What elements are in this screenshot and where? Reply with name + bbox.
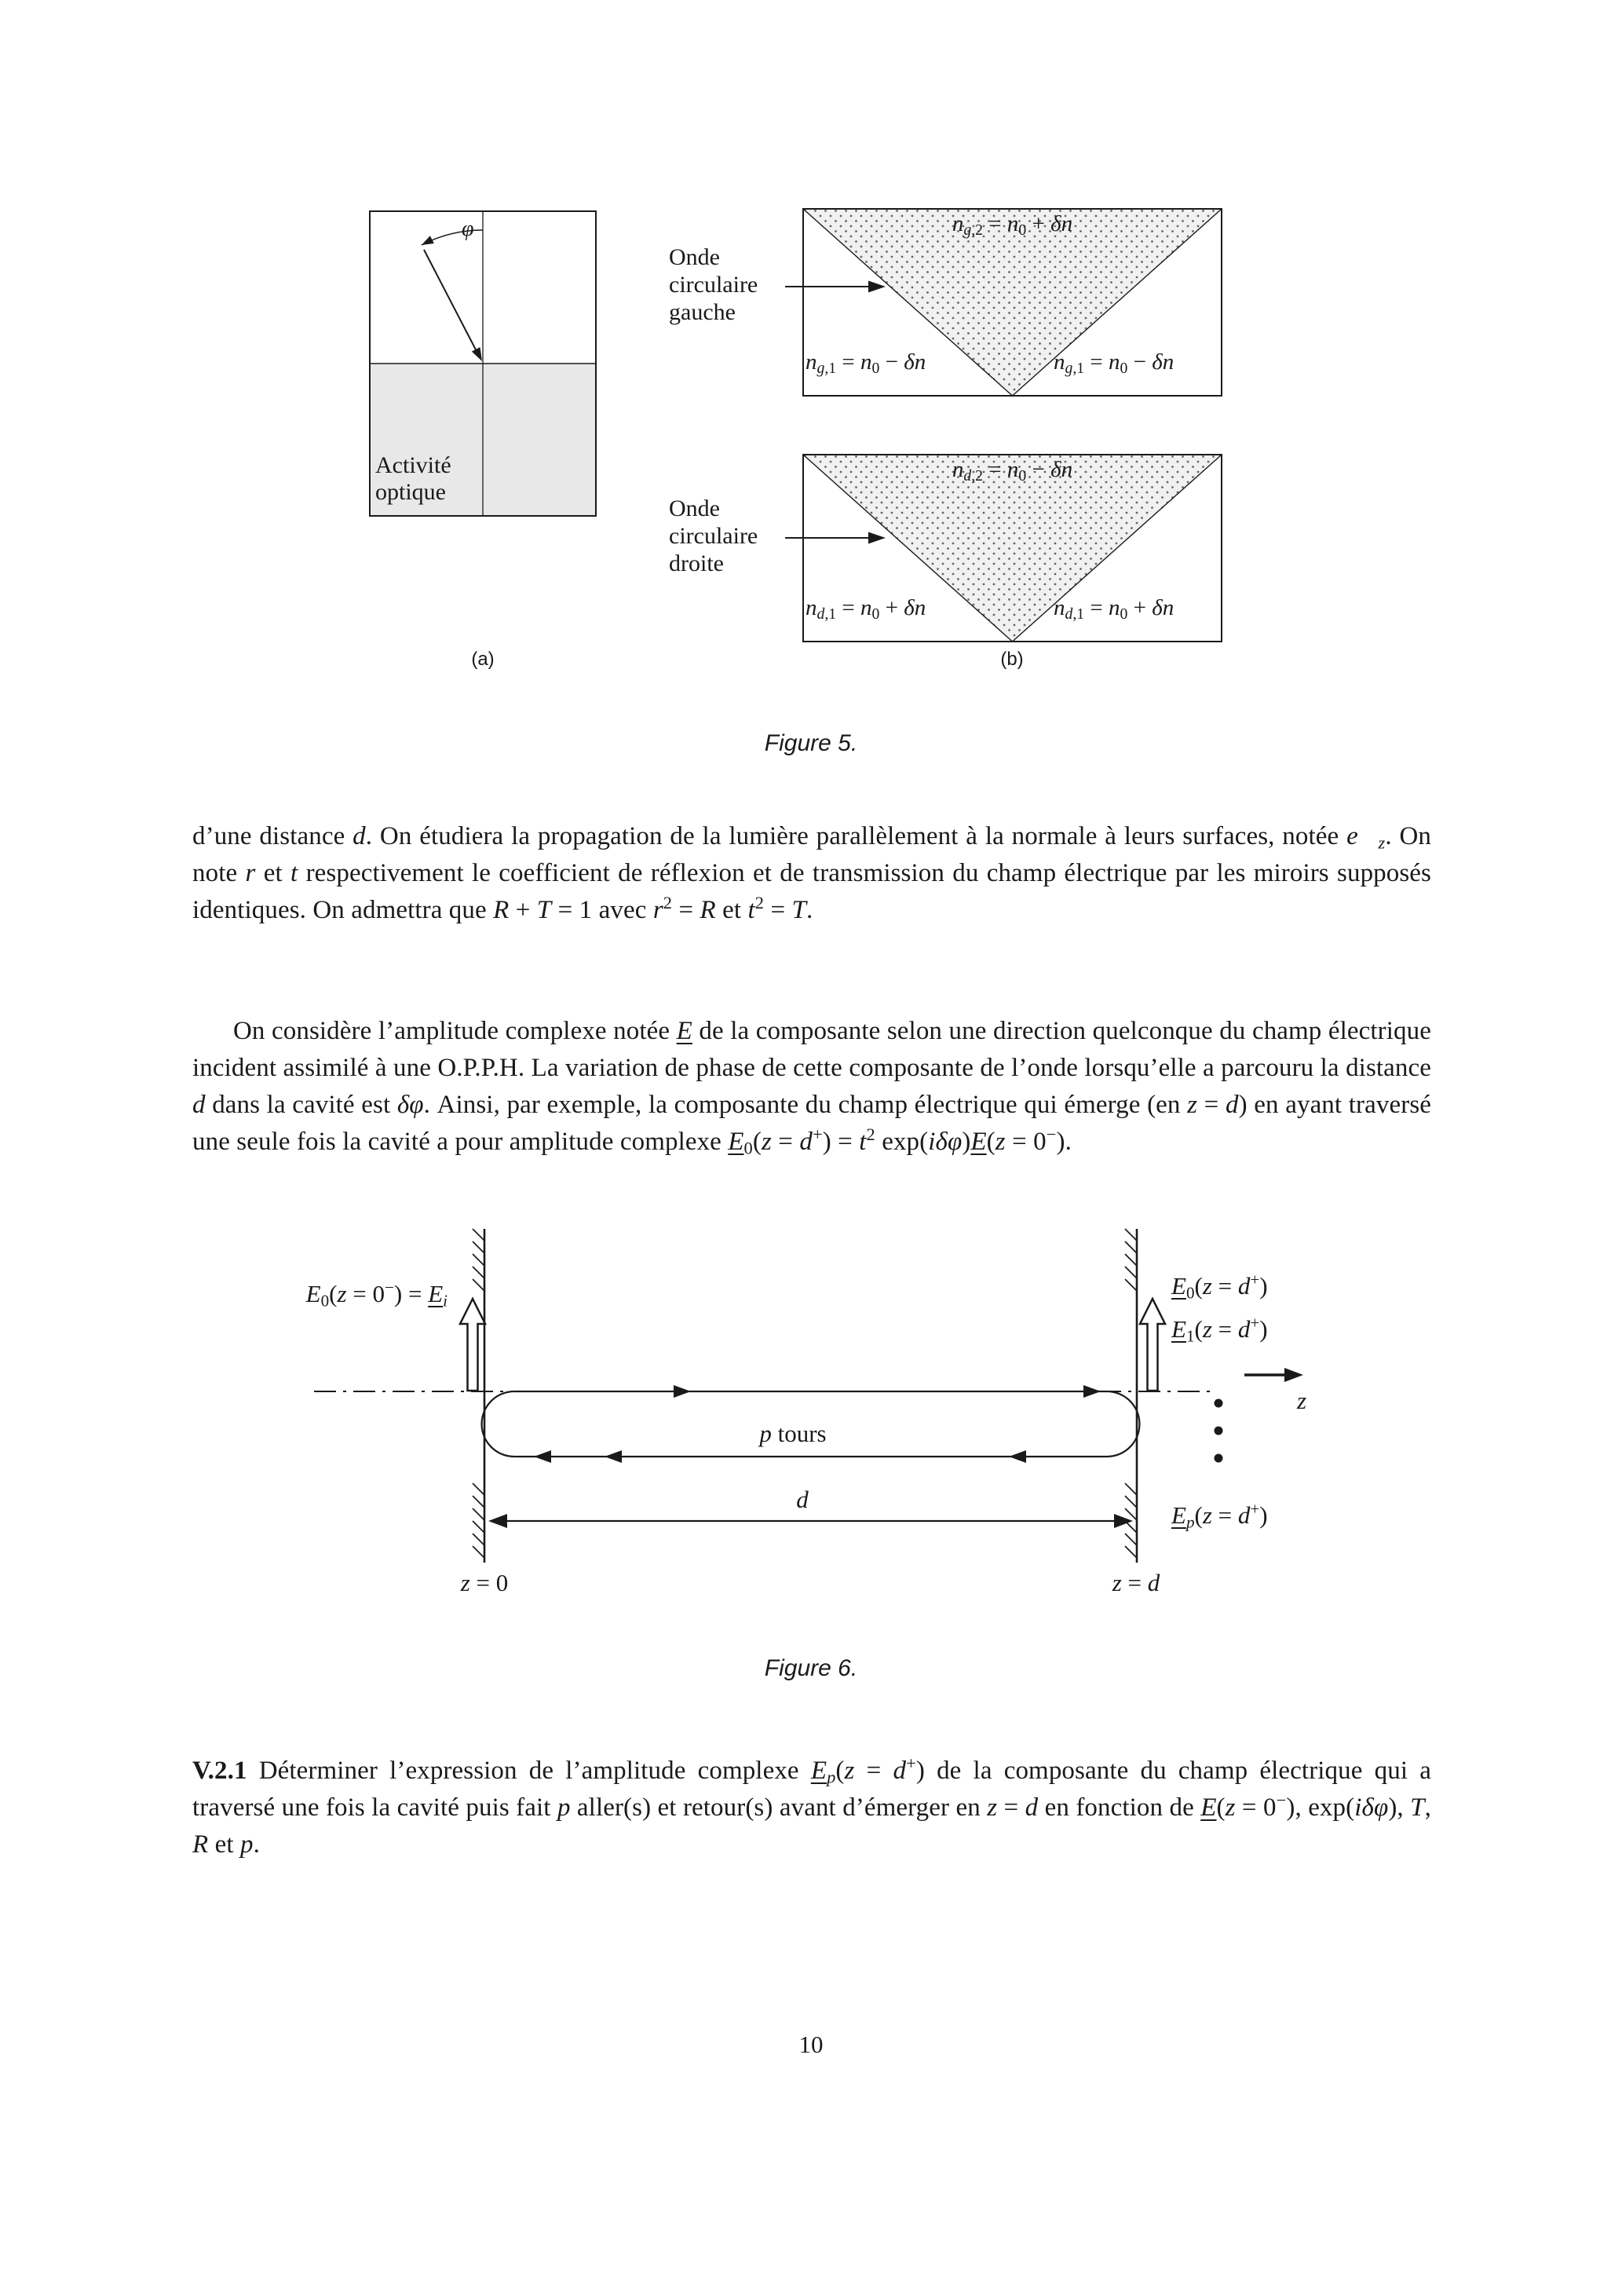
paragraph-mirrors: d’une distance d. On étudiera la propagation de la lumière parallèlement à la normale à leurs surfaces, notée $e⃗_z$. On note r et t respectivement le coefficient de réflexion et de transmission du champ électrique par les miroirs supposés identiques. On admettra que R + T = 1 avec $r^2 = R$ et $t^2 = T$. [192, 822, 1432, 924]
figure5-caption: Figure 5. [764, 730, 858, 756]
left-circular-wave-label: Onde circulaire gauche [669, 244, 758, 325]
right-circular-wave-label: Onde circulaire droite [669, 495, 758, 576]
polarization-ray-arrow [424, 250, 486, 364]
p-tours-label: p tours [759, 1420, 827, 1447]
left-mirror-hatching [473, 1229, 484, 1558]
cavity-length-dimension [488, 1514, 1133, 1528]
index-ng2-label: $n_{g,2} = n_0 + \delta n$ [952, 211, 1073, 239]
incident-field-arrow [460, 1299, 485, 1391]
phi-angle-label: φ [462, 217, 474, 241]
panel-b-label: (b) [1000, 649, 1024, 670]
index-nd1-left-label: $n_{d,1} = n_0 + \delta n$ [806, 595, 926, 623]
figure6-caption: Figure 6. [764, 1655, 858, 1681]
panel-a-label: (a) [471, 649, 495, 670]
index-nd1-right-label: $n_{d,1} = n_0 + \delta n$ [1054, 595, 1174, 623]
z-equals-0-label: z = 0 [460, 1569, 509, 1596]
z-axis-arrow [1244, 1368, 1303, 1382]
page-number: 10 [798, 2031, 824, 2058]
z-axis-label: z [1297, 1387, 1307, 1414]
figure5-panel-b-top-rect [802, 208, 1222, 397]
right-mirror-hatching [1125, 1229, 1137, 1558]
figure5-panel-b-bottom-rect [802, 454, 1222, 642]
index-nd2-label: $n_{d,2} = n_0 - \delta n$ [952, 457, 1073, 484]
question-v2-1: V.2.1 Déterminer l’expression de l’amplitude complexe $E_p(z = d^+)$ de la composante du champ électrique qui a traversé une fois la cavité puis fait p aller(s) et retour(s) avant d’émerger en z = d en fonction de E(z = 0−), exp(iδφ), T, R et p. [192, 1753, 1431, 1859]
continuation-dots [1215, 1399, 1223, 1463]
e0-output-label: $E_0(z = d^+)$ [1171, 1270, 1268, 1303]
index-ng1-left-label: $n_{g,1} = n_0 - \delta n$ [806, 349, 926, 377]
optical-activity-label: Activité optique [375, 452, 451, 505]
incident-amplitude-label: $E_0(z = 0^-) = E_i$ [305, 1278, 448, 1311]
ep-output-label: $E_p(z = d^+)$ [1171, 1499, 1268, 1532]
e1-output-label: $E_1(z = d^+)$ [1171, 1313, 1268, 1346]
index-ng1-right-label: $n_{g,1} = n_0 - \delta n$ [1054, 349, 1174, 377]
figure5-panel-a [369, 210, 597, 517]
cavity-length-label: d [796, 1486, 809, 1513]
transmitted-field-arrow [1140, 1299, 1165, 1391]
z-equals-d-label: z = d [1112, 1569, 1160, 1596]
paragraph-amplitude: On considère l’amplitude complexe notée E de la composante selon une direction quelconque du champ électrique incident assimilé à une O.P.P.H. La variation de phase de cette composante de l’onde lorsqu’elle a parcouru la distance d dans la cavité est δφ. Ainsi, par exemple, la composante du champ électrique qui émerge (en z = d) en ayant traversé une seule fois la cavité a pour amplitude complexe $E_0(z = d^+) = t^2$ exp(iδφ)E(z = 0−). [192, 1017, 1432, 1158]
